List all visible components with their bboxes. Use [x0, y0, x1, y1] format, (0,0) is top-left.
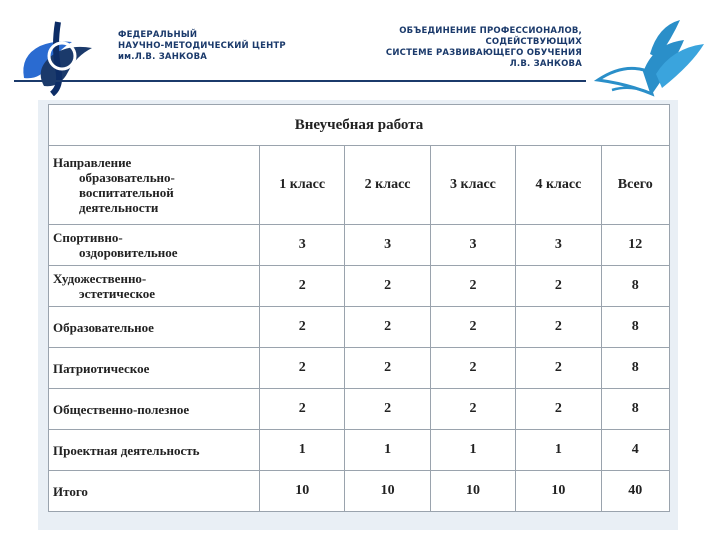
table-cell: 8 — [601, 266, 669, 307]
row-label-line: Художественно- — [53, 271, 147, 286]
table-cell: 4 — [601, 430, 669, 471]
table-cell: 2 — [516, 348, 601, 389]
row-label: Проектная деятельность — [49, 430, 260, 471]
table-cell: 10 — [260, 471, 345, 512]
direction-header — [49, 146, 260, 225]
table-row — [49, 430, 670, 471]
header-line: образовательно- — [79, 170, 175, 185]
table-cell: 1 — [345, 430, 430, 471]
book-logo-icon — [592, 14, 712, 100]
table-cell: 2 — [260, 266, 345, 307]
table-cell: 3 — [260, 225, 345, 266]
table-cell: 2 — [430, 266, 515, 307]
table-row — [49, 307, 670, 348]
table-cell: 3 — [516, 225, 601, 266]
row-label — [49, 225, 260, 266]
association-name — [322, 26, 582, 70]
table-row — [49, 266, 670, 307]
row-label-line: эстетическое — [79, 286, 156, 301]
table-cell: 10 — [516, 471, 601, 512]
table-cell: 8 — [601, 307, 669, 348]
column-header: Всего — [601, 146, 669, 225]
association-name-line: СИСТЕМЕ РАЗВИВАЮЩЕГО ОБУЧЕНИЯ — [385, 48, 582, 58]
center-name-line: НАУЧНО-МЕТОДИЧЕСКИЙ ЦЕНТР — [118, 41, 286, 51]
header-line: деятельности — [79, 200, 159, 215]
column-header: 3 класс — [430, 146, 515, 225]
association-name-line: СОДЕЙСТВУЮЩИХ — [485, 37, 582, 47]
center-name-line: ФЕДЕРАЛЬНЫЙ — [118, 30, 198, 40]
table-cell: 2 — [516, 266, 601, 307]
table-cell: 3 — [430, 225, 515, 266]
header-line: воспитательной — [79, 185, 174, 200]
table-cell: 2 — [345, 348, 430, 389]
row-label: Итого — [49, 471, 260, 512]
table-cell: 2 — [345, 389, 430, 430]
column-header: 4 класс — [516, 146, 601, 225]
table-row-total — [49, 471, 670, 512]
table-cell: 2 — [430, 307, 515, 348]
table-cell: 10 — [430, 471, 515, 512]
table-cell: 2 — [516, 307, 601, 348]
table-cell: 2 — [430, 389, 515, 430]
header-divider — [14, 80, 586, 82]
table-cell: 3 — [345, 225, 430, 266]
header-line: Направление — [53, 155, 132, 170]
column-header: 2 класс — [345, 146, 430, 225]
table-row — [49, 389, 670, 430]
center-name-line: им.Л.В. ЗАНКОВА — [118, 52, 208, 62]
table-cell: 2 — [260, 348, 345, 389]
fnmc-logo-icon — [14, 16, 102, 96]
table-cell: 1 — [260, 430, 345, 471]
slide-content — [38, 100, 678, 530]
table-cell: 8 — [601, 389, 669, 430]
table-row — [49, 225, 670, 266]
table-cell: 1 — [516, 430, 601, 471]
row-label-line: оздоровительное — [79, 245, 178, 260]
table-cell: 2 — [516, 389, 601, 430]
table-cell: 40 — [601, 471, 669, 512]
row-label: Патриотическое — [49, 348, 260, 389]
table-cell: 1 — [430, 430, 515, 471]
table-cell: 2 — [345, 307, 430, 348]
table-cell: 10 — [345, 471, 430, 512]
row-label — [49, 266, 260, 307]
table-cell: 2 — [430, 348, 515, 389]
table-row — [49, 348, 670, 389]
table-cell: 12 — [601, 225, 669, 266]
table-cell: 2 — [260, 307, 345, 348]
table-cell: 2 — [260, 389, 345, 430]
table-cell: 2 — [345, 266, 430, 307]
table-cell: 8 — [601, 348, 669, 389]
association-name-line: ОБЪЕДИНЕНИЕ ПРОФЕССИОНАЛОВ, — [399, 26, 582, 36]
extracurricular-table — [48, 104, 670, 512]
table-title: Внеучебная работа — [49, 105, 670, 146]
row-label-line: Спортивно- — [53, 230, 123, 245]
row-label: Образовательное — [49, 307, 260, 348]
column-header: 1 класс — [260, 146, 345, 225]
association-name-line: Л.В. ЗАНКОВА — [509, 59, 582, 69]
center-name — [118, 30, 318, 63]
row-label: Общественно-полезное — [49, 389, 260, 430]
